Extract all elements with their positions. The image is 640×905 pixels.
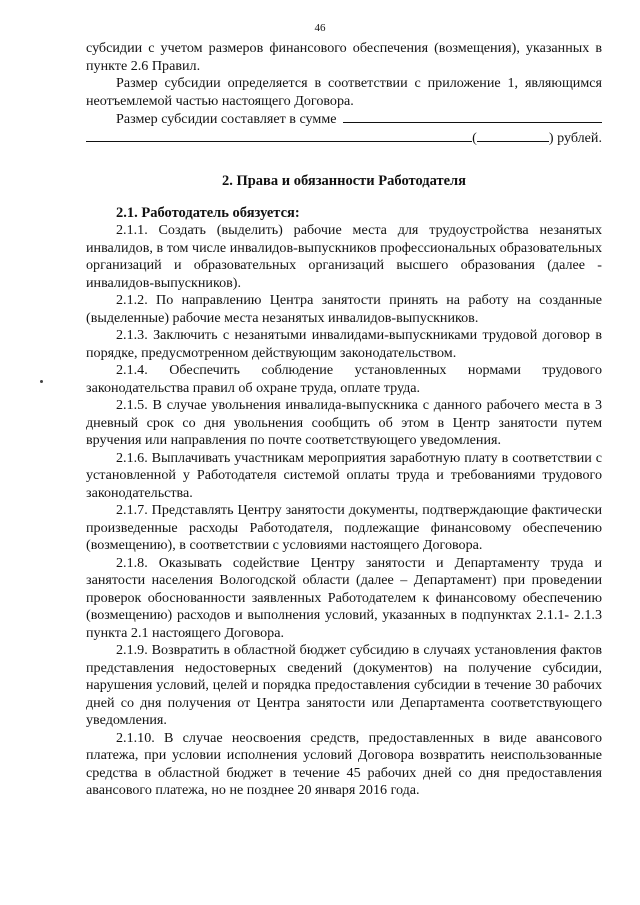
page-number: 46: [314, 22, 326, 34]
clause-2-1-6: 2.1.6. Выплачивать участникам мероприятия заработную плату в соответствии с установленной у Работодателя системой оплаты труда и требованиями трудового законодательства.: [86, 449, 602, 501]
clause-2-1-9: 2.1.9. Возвратить в областной бюджет субсидию в случаях установления фактов представления недостоверных сведений (документов) на получение субсидии, нарушения условий, целей и порядка предоставления субсидии в течение 30 рабочих дней со дня получения от Центра занятости или Департамента соответствующего уведомления.: [86, 642, 602, 728]
scan-margin-mark: [40, 380, 43, 383]
intro-paragraph: субсидии с учетом размеров финансового обеспечения (возмещения), указанных в пункте 2.6 Правил.: [86, 40, 602, 74]
clause-2-1-10: 2.1.10. В случае неосвоения средств, предоставленных в виде авансового платежа, при условии исполнения условий Договора возвратить неиспользованные средства в областной бюджет в течение 45 рабочих дней со дня предоставления авансового платежа, но не позднее 20 января 2016 года.: [86, 729, 602, 798]
section-title: 2. Права и обязанности Работодателя: [221, 173, 467, 189]
subsidy-amount-label: Размер субсидии составляет в сумме: [116, 111, 337, 127]
clause-2-1-5: 2.1.5. В случае увольнения инвалида-выпускника с данного рабочего места в 3 дневный срок со дня увольнения сообщить об этом в Центр занятости путем вручения или направления по почте соответствующего уведомления.: [86, 397, 602, 448]
subsidy-size-paragraph: Размер субсидии определяется в соответствии с приложение 1, являющимся неотъемлемой частью настоящего Договора.: [86, 75, 602, 109]
clause-2-1-2: 2.1.2. По направлению Центра занятости принять на работу на созданные (выделенные) рабочие места незанятых инвалидов-выпускников.: [86, 292, 602, 326]
subsidy-amount-words-line: [86, 129, 602, 148]
clause-2-1-3: 2.1.3. Заключить с незанятыми инвалидами-выпускниками трудовой договор в порядке, предусмотренном действующим законодательством.: [86, 327, 602, 361]
amount-open-paren: (: [472, 129, 477, 146]
amount-rubles-label: ) рублей.: [548, 129, 602, 146]
clause-2-1-4: 2.1.4. Обеспечить соблюдение установленных нормами трудового законодательства правил об охране труда, оплате труда.: [86, 362, 602, 396]
subsidy-amount-line: [86, 110, 602, 129]
subsection-title: 2.1. Работодатель обязуется:: [116, 205, 300, 221]
amount-blank: [343, 110, 602, 123]
amount-digits-blank: [477, 129, 549, 142]
clause-2-1-7: 2.1.7. Представлять Центру занятости документы, подтверждающие фактически произведенные расходы Работодателя, подлежащие финансовому обеспечению (возмещению), в соответствии с условиями настоящего Договора.: [86, 502, 602, 553]
amount-words-blank: [86, 129, 472, 142]
clause-2-1-8: 2.1.8. Оказывать содействие Центру занятости и Департаменту труда и занятости населения Вологодской области (далее – Департамент) при проведении проверок обоснованности заявленных Работодателем к финансовому обеспечению (возмещению) расходов и выполнения условий, указанных в подпунктах 2.1.1- 2.1.3 пункта 2.1 настоящего Договора.: [86, 554, 602, 641]
clause-2-1-1: 2.1.1. Создать (выделить) рабочие места для трудоустройства незанятых инвалидов, в том числе инвалидов-выпускников профессиональных образовательных организаций и образовательных организаций высшего образования (далее - инвалидов-выпускников).: [86, 222, 602, 291]
